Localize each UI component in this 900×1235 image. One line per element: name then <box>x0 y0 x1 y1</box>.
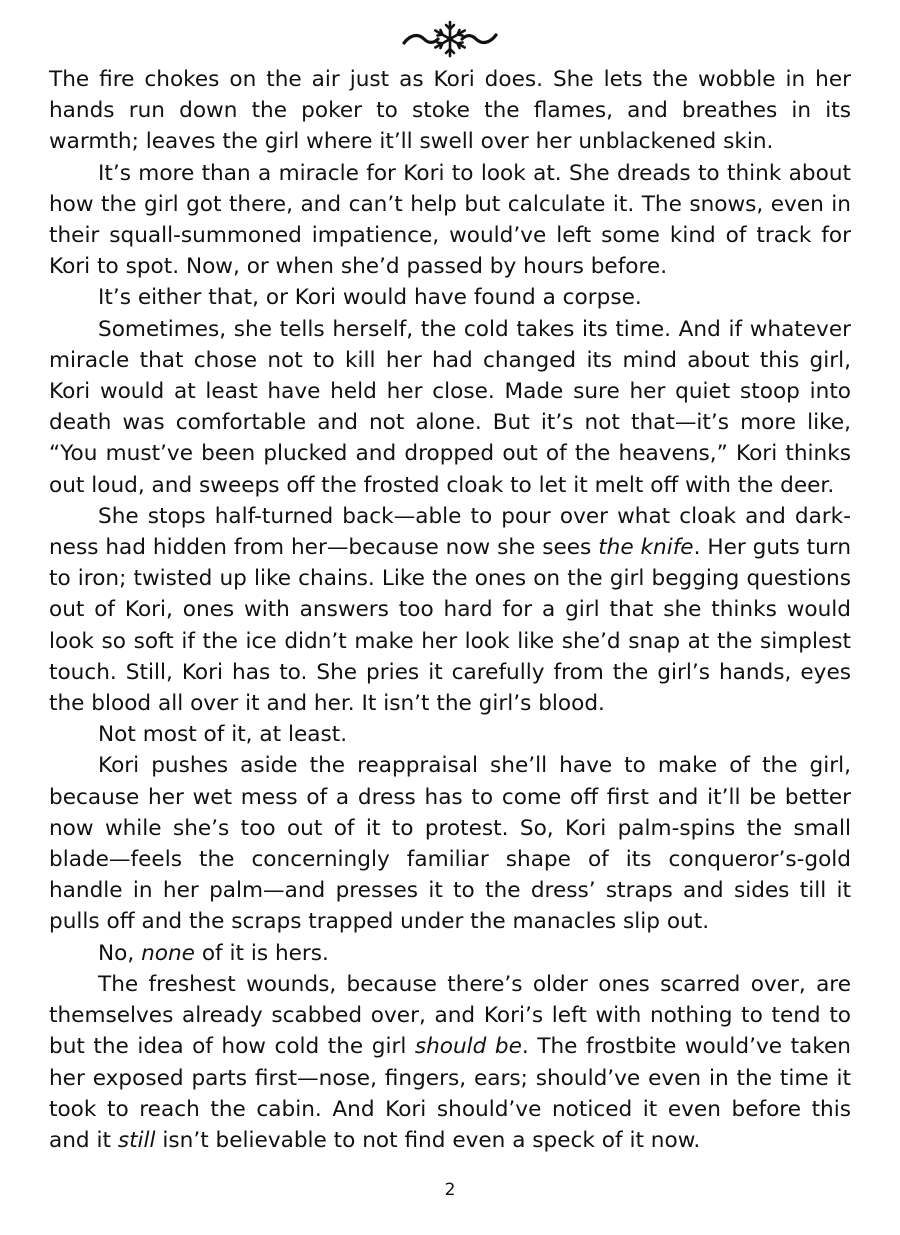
paragraph <box>49 969 851 1156</box>
paragraph-text: Not most of it, at least. <box>98 722 348 748</box>
paragraph-text: No, <box>98 940 142 966</box>
emphasized-text: the knife <box>598 535 694 561</box>
emphasized-text: should be <box>414 1034 522 1060</box>
paragraph <box>49 158 851 283</box>
paragraph-text: Kori pushes aside the reappraisal she’ll have to make of the girl, because her wet mess of a dress has to come off first and it’ll be better now while she’s too out of it to protest. So, Kori palm-spins the small blade—feels the concerningly familiar shape of its conqueror’s-gold handle in her palm—and presses it to the dress’ straps and sides till it pulls off and the scraps trapped under the manacles slip out. <box>49 753 851 935</box>
paragraph <box>49 64 851 158</box>
paragraph <box>49 938 851 969</box>
paragraph-text: Sometimes, she tells herself, the cold takes its time. And if whatever miracle that chose not to kill her had changed its mind about this girl, Kori would at least have held her close. Made sure her quiet stoop into death was comfortable and not alone. But it’s not that—it’s more like, “You must’ve been plucked and dropped out of the heavens,” Kori thinks out loud, and sweeps off the frosted cloak to let it melt off with the deer. <box>49 316 851 498</box>
paragraph-text: It’s more than a miracle for Kori to look at. She dreads to think about how the girl got there, and can’t help but calculate it. The snows, even in their squall-summoned impatience, would’ve left some kind of track for Kori to spot. Now, or when she’d passed by hours before. <box>49 160 851 280</box>
emphasized-text: still <box>117 1127 156 1153</box>
paragraph <box>49 282 851 313</box>
snowflake-flourish-icon <box>400 19 500 59</box>
paragraph <box>49 750 851 937</box>
paragraph <box>49 719 851 750</box>
paragraph-text: It’s either that, or Kori would have found a corpse. <box>98 285 642 311</box>
paragraph-text: . The frostbite would’ve taken her exposed parts first—nose, fingers, ears; should’ve even in the time it took to reach the cabin. And Kori should’ve noticed it even before this and it <box>49 1034 851 1153</box>
paragraph <box>49 314 851 501</box>
paragraph-text: The freshest wounds, because there’s older ones scarred over, are themselves already scabbed over, and Kori’s left with nothing to tend to but the idea of how cold the girl <box>49 971 851 1060</box>
paragraph-text: . Her guts turn to iron; twisted up like chains. Like the ones on the girl begging questions out of Kori, ones with answers too hard for a girl that she thinks would look so soft if the ice didn’t make her look like she’d snap at the simplest touch. Still, Kori has to. She pries it carefully from the girl’s hands, eyes the blood all over it and her. It isn’t the girl’s blood. <box>49 535 851 717</box>
story-body-text <box>49 64 851 1156</box>
paragraph-text: The fire chokes on the air just as Kori does. She lets the wobble in her hands run down the poker to stoke the flames, and breathes in its warmth; leaves the girl where it’ll swell over her unblackened skin. <box>49 67 851 155</box>
emphasized-text: none <box>141 940 195 966</box>
paragraph <box>49 501 851 719</box>
page-number: 2 <box>444 1180 456 1200</box>
paragraph-text: isn’t believable to not find even a speck of it now. <box>155 1127 701 1153</box>
paragraph-text: She stops half-turned back—able to pour over what cloak and darkness had hidden from her—because now she sees <box>49 503 851 561</box>
paragraph-text: of it is hers. <box>194 940 329 966</box>
chapter-ornament <box>0 18 900 60</box>
